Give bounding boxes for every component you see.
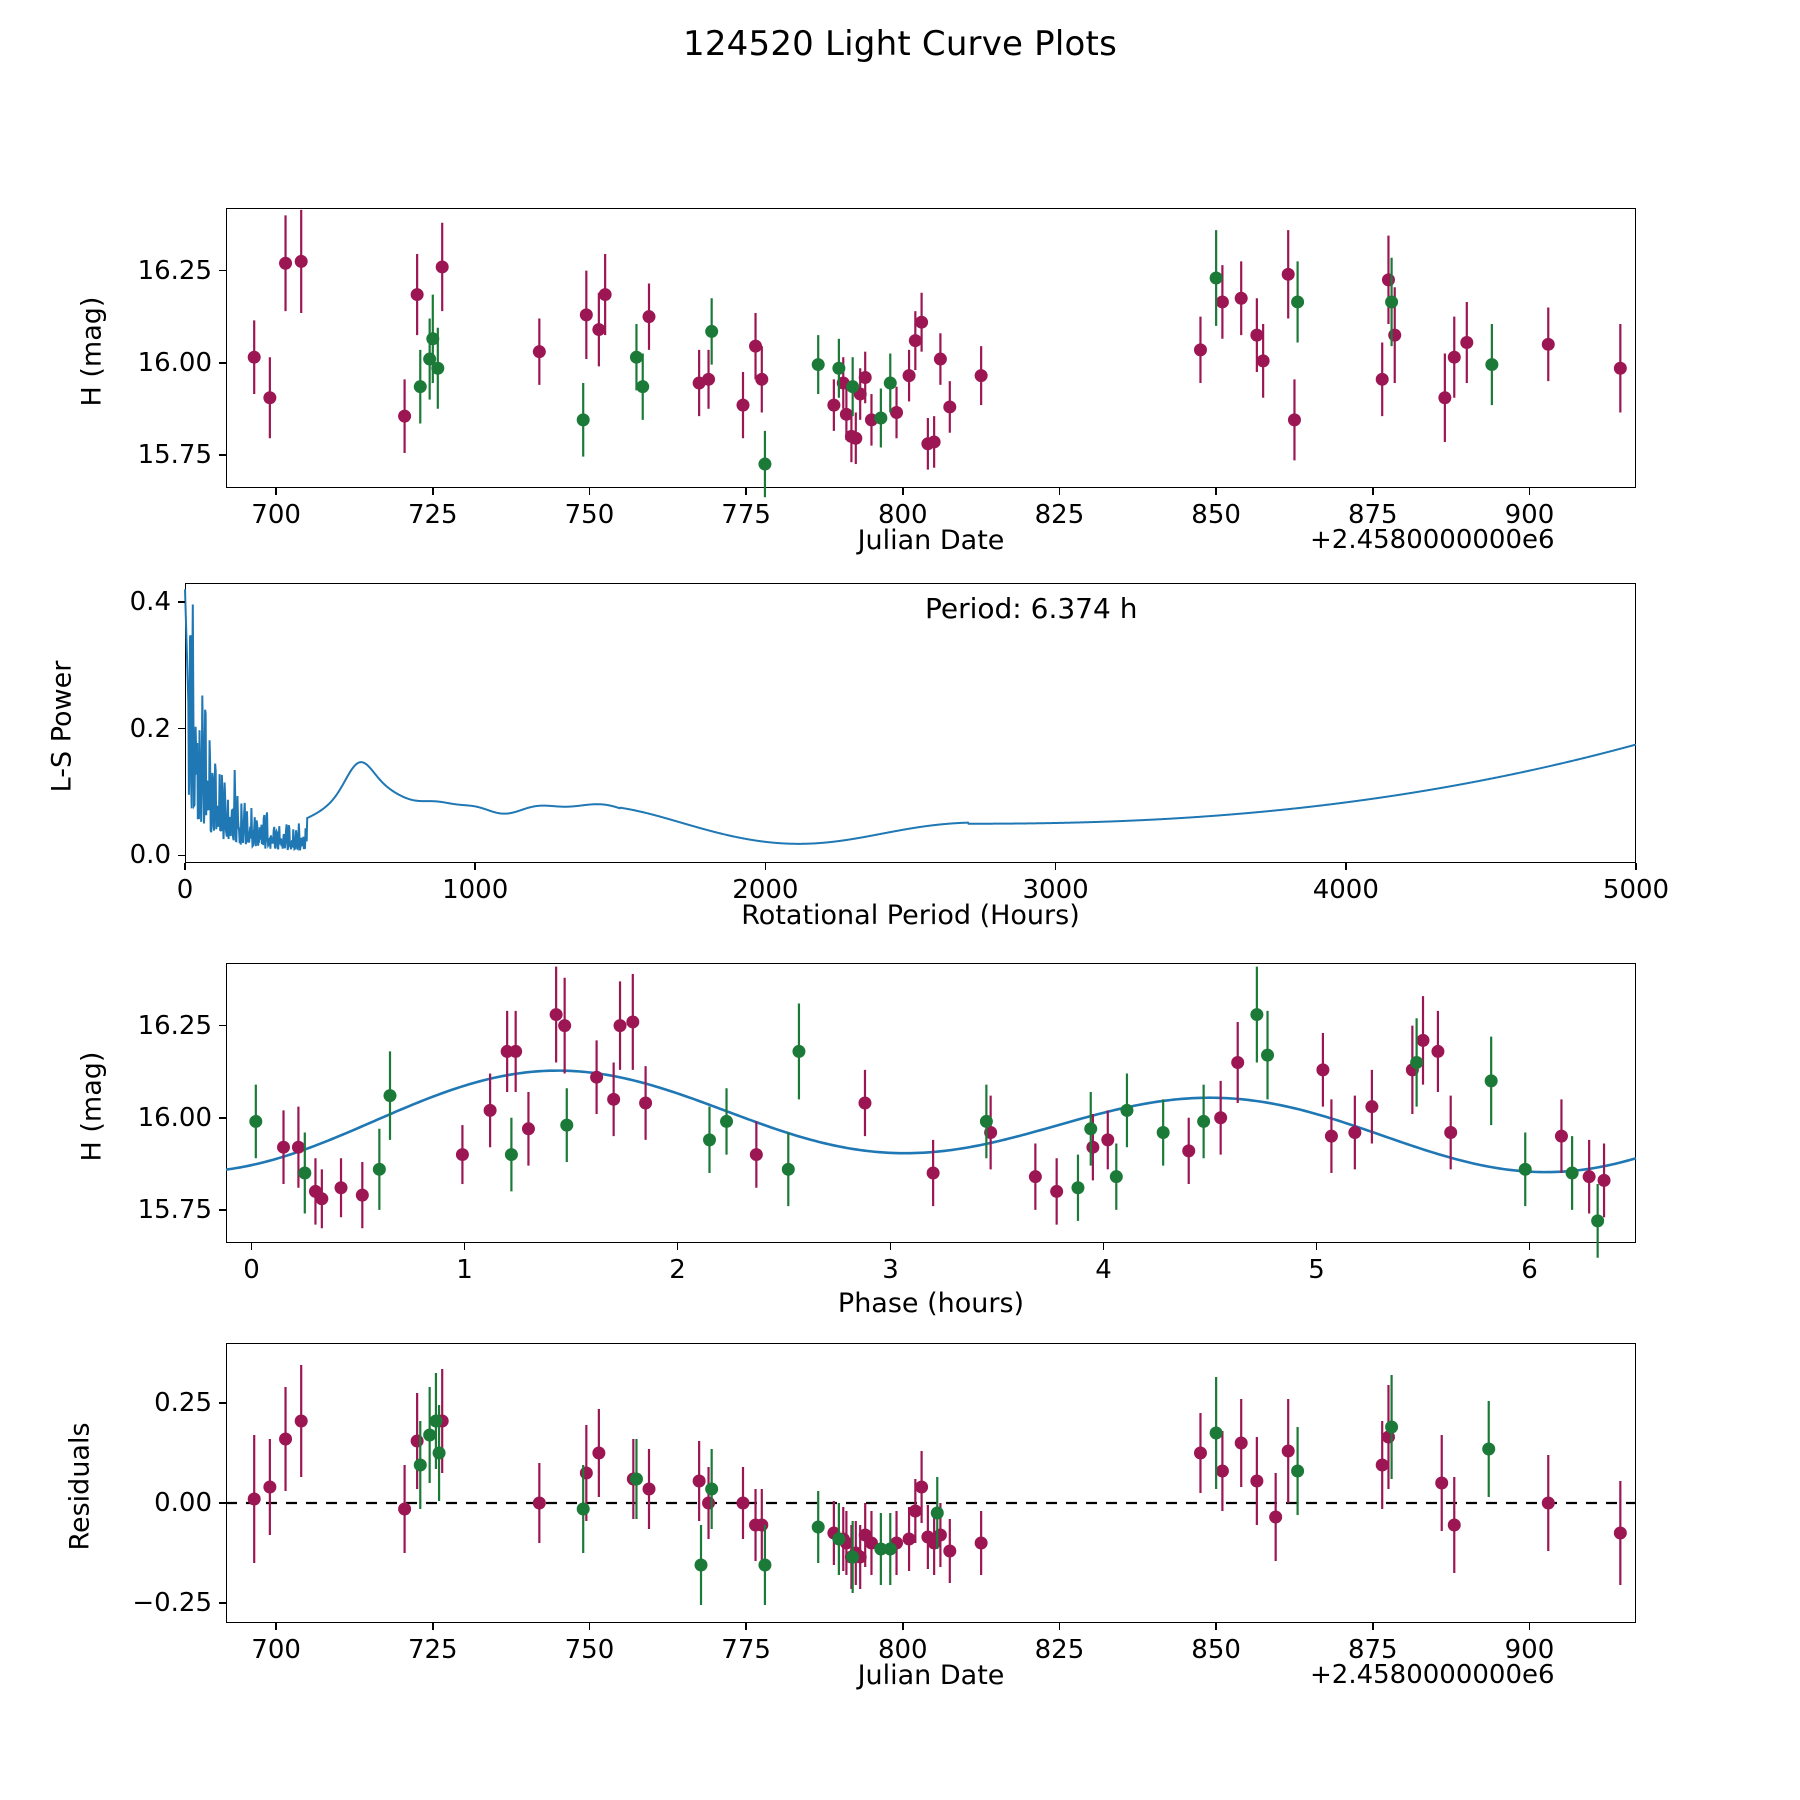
y-tick-mark bbox=[219, 1502, 226, 1504]
x-tick-label: 4 bbox=[1095, 1255, 1112, 1285]
x-tick-mark bbox=[1103, 1243, 1105, 1250]
y-tick-mark bbox=[219, 270, 226, 272]
x-tick-mark bbox=[890, 1243, 892, 1250]
x-tick-mark bbox=[745, 1623, 747, 1630]
x-tick-mark bbox=[432, 1623, 434, 1630]
y-tick-label: 15.75 bbox=[137, 439, 212, 470]
x-tick-label: 775 bbox=[721, 500, 771, 530]
panel-residuals-x-offset: +2.4580000000e6 bbox=[1310, 1660, 1555, 1690]
x-tick-label: 850 bbox=[1191, 1635, 1241, 1665]
x-tick-label: 750 bbox=[564, 1635, 615, 1665]
x-tick-label: 725 bbox=[407, 1635, 458, 1665]
x-tick-mark bbox=[1345, 863, 1347, 870]
data-series-series_b bbox=[249, 967, 1604, 1258]
x-tick-mark bbox=[589, 488, 591, 495]
y-tick-mark bbox=[219, 1602, 226, 1604]
x-tick-label: 2000 bbox=[732, 875, 799, 905]
x-tick-label: 4000 bbox=[1312, 875, 1379, 905]
x-tick-mark bbox=[1372, 1623, 1374, 1630]
data-series-series_a bbox=[277, 967, 1611, 1229]
x-tick-mark bbox=[765, 863, 767, 870]
x-tick-mark bbox=[1372, 488, 1374, 495]
x-tick-mark bbox=[745, 488, 747, 495]
ls-power-curve bbox=[185, 589, 1636, 850]
x-tick-label: 825 bbox=[1034, 1635, 1085, 1665]
x-tick-mark bbox=[1529, 1623, 1531, 1630]
x-tick-mark bbox=[1059, 1623, 1061, 1630]
x-tick-label: 875 bbox=[1347, 500, 1398, 530]
panel-phased-xlabel: Phase (hours) bbox=[837, 1288, 1025, 1319]
x-tick-label: 850 bbox=[1191, 500, 1241, 530]
x-tick-mark bbox=[1215, 1623, 1217, 1630]
panel-lightcurve-ylabel: H (mag) bbox=[76, 296, 108, 407]
y-tick-mark bbox=[178, 601, 185, 603]
x-tick-mark bbox=[1215, 488, 1217, 495]
x-tick-mark bbox=[1529, 488, 1531, 495]
x-tick-label: 5000 bbox=[1602, 875, 1670, 905]
x-tick-label: 900 bbox=[1504, 1635, 1555, 1665]
x-tick-mark bbox=[432, 488, 434, 495]
x-tick-label: 5 bbox=[1308, 1255, 1325, 1285]
x-tick-label: 6 bbox=[1521, 1255, 1538, 1285]
panel-periodogram-ylabel: L-S Power bbox=[46, 660, 78, 793]
panel-lightcurve-xlabel: Julian Date bbox=[857, 525, 1005, 556]
y-tick-label: 0.4 bbox=[129, 587, 171, 617]
y-tick-mark bbox=[219, 362, 226, 364]
x-tick-mark bbox=[1059, 488, 1061, 495]
y-tick-mark bbox=[219, 1402, 226, 1404]
data-series-series_b bbox=[414, 1373, 1495, 1605]
model-fit-curve bbox=[226, 1071, 1636, 1173]
x-tick-mark bbox=[1635, 863, 1637, 870]
x-tick-mark bbox=[1529, 1243, 1531, 1250]
x-tick-mark bbox=[251, 1243, 253, 1250]
y-tick-label: 16.00 bbox=[137, 1102, 212, 1133]
y-tick-label: 15.75 bbox=[137, 1194, 212, 1225]
x-tick-label: 1000 bbox=[442, 875, 509, 905]
y-tick-mark bbox=[219, 1209, 226, 1211]
x-tick-label: 3 bbox=[882, 1255, 899, 1285]
x-tick-mark bbox=[275, 1623, 277, 1630]
y-tick-label: 16.25 bbox=[137, 255, 212, 286]
x-tick-mark bbox=[589, 1623, 591, 1630]
x-tick-mark bbox=[275, 488, 277, 495]
x-tick-label: 0 bbox=[243, 1255, 260, 1285]
x-tick-label: 750 bbox=[564, 500, 615, 530]
y-tick-mark bbox=[178, 728, 185, 730]
x-tick-label: 825 bbox=[1034, 500, 1085, 530]
x-tick-mark bbox=[474, 863, 476, 870]
x-tick-mark bbox=[464, 1243, 466, 1250]
x-tick-label: 700 bbox=[251, 500, 301, 530]
x-tick-label: 900 bbox=[1504, 500, 1555, 530]
y-tick-label: −0.25 bbox=[132, 1588, 212, 1618]
x-tick-label: 875 bbox=[1347, 1635, 1398, 1665]
x-tick-label: 725 bbox=[407, 500, 458, 530]
data-series-series_b bbox=[414, 230, 1499, 497]
x-tick-mark bbox=[902, 1623, 904, 1630]
y-tick-label: 0.0 bbox=[129, 840, 171, 871]
x-tick-label: 2 bbox=[669, 1255, 686, 1285]
y-tick-label: 16.00 bbox=[137, 347, 212, 378]
panel-periodogram-xlabel: Rotational Period (Hours) bbox=[741, 900, 1080, 931]
x-tick-mark bbox=[902, 488, 904, 495]
y-tick-mark bbox=[178, 855, 185, 857]
y-tick-label: 0.2 bbox=[129, 713, 171, 744]
figure-title: 124520 Light Curve Plots bbox=[683, 24, 1117, 64]
panel-phased-ylabel: H (mag) bbox=[76, 1051, 108, 1162]
x-tick-mark bbox=[1055, 863, 1057, 870]
x-tick-label: 0 bbox=[176, 875, 194, 905]
x-tick-label: 800 bbox=[877, 500, 928, 530]
y-tick-mark bbox=[219, 1117, 226, 1119]
x-tick-label: 3000 bbox=[1022, 875, 1089, 905]
panel-residuals-ylabel: Residuals bbox=[64, 1422, 96, 1551]
y-tick-mark bbox=[219, 454, 226, 456]
y-tick-mark bbox=[219, 1025, 226, 1027]
y-tick-label: 16.25 bbox=[137, 1010, 212, 1041]
y-tick-label: 0.25 bbox=[154, 1388, 212, 1418]
x-tick-mark bbox=[1316, 1243, 1318, 1250]
x-tick-mark bbox=[677, 1243, 679, 1250]
panel-residuals-xlabel: Julian Date bbox=[857, 1660, 1005, 1691]
x-tick-label: 800 bbox=[877, 1635, 928, 1665]
x-tick-label: 700 bbox=[251, 1635, 301, 1665]
data-series-series_a bbox=[248, 210, 1627, 470]
y-tick-label: 0.00 bbox=[154, 1488, 212, 1518]
period-annotation: Period: 6.374 h bbox=[925, 592, 1138, 625]
x-tick-mark bbox=[184, 863, 186, 870]
x-tick-label: 775 bbox=[721, 1635, 771, 1665]
x-tick-label: 1 bbox=[456, 1255, 473, 1285]
panel-lightcurve-x-offset: +2.4580000000e6 bbox=[1310, 525, 1555, 555]
